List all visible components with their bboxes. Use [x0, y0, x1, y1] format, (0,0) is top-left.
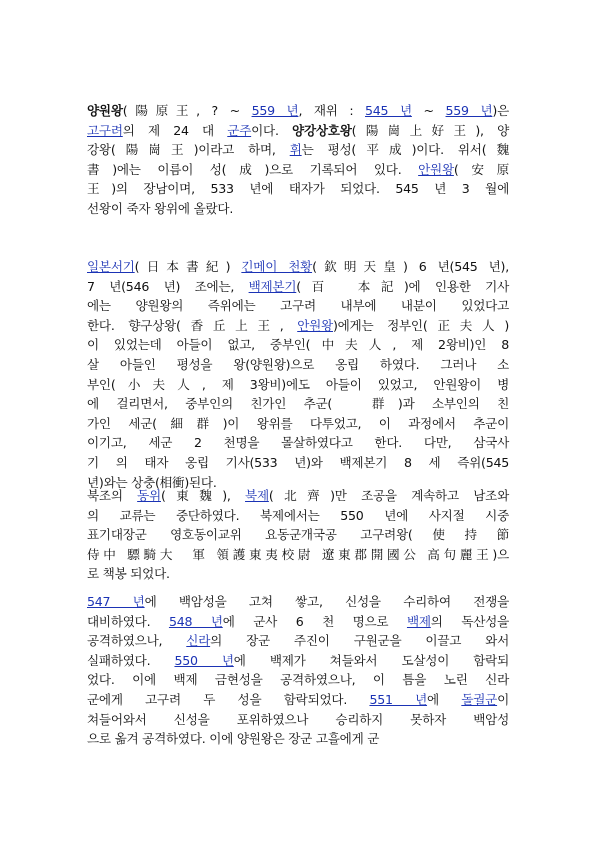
text-line [87, 316, 509, 336]
text-line [87, 257, 509, 277]
wiki-link[interactable]: 백제본기 [248, 278, 297, 294]
text-run: 는 평성(平成)이다. 위서(魏 [301, 142, 509, 158]
text-run: 의 장군 주진이 구원군을 이끌고 와서 [210, 633, 510, 649]
text-run: (陽崗上好王), 양 [351, 122, 509, 138]
text-line [87, 414, 509, 434]
text-line [87, 670, 509, 690]
text-line [87, 394, 509, 414]
text-run: 이다. [251, 122, 293, 138]
text-run: 실패하였다. [87, 652, 175, 668]
text-run: 선왕이 죽자 왕위에 올랐다. [87, 200, 234, 216]
text-line [87, 355, 509, 375]
text-run: 로 책봉 되었다. [87, 566, 170, 582]
text-line [87, 335, 509, 355]
text-run: (陽原王, ? ~ [122, 103, 252, 118]
text-line [87, 612, 509, 632]
text-run: 의 교류는 중단하였다. 북제에서는 550 년에 사지절 시중 [87, 507, 509, 523]
text-line [87, 592, 509, 612]
text-run: 한다. 향구상왕(香丘上王, [87, 317, 298, 333]
text-line [87, 199, 509, 219]
text-run: ~ [411, 103, 446, 118]
text-run: (安原 [453, 161, 510, 177]
text-run: (欽明天皇) 6 년(545 년), [312, 259, 509, 274]
wiki-link[interactable]: 547 년 [87, 594, 145, 609]
wiki-link[interactable]: 고구려 [87, 122, 123, 138]
text-run: 부인(小夫人, 제 3왕비)에도 아들이 있었고, 안원왕이 병 [87, 376, 509, 392]
text-line [87, 506, 509, 526]
wiki-link[interactable]: 긴메이 천황 [241, 259, 313, 274]
text-run: 살 아들인 평성을 왕(양원왕)으로 옹립 하였다. 그러나 소 [87, 356, 509, 372]
text-run: )에게는 정부인(正夫人) [332, 317, 509, 333]
text-line [87, 453, 509, 473]
text-run: 侍中 驃騎大 軍 領護東夷校尉 遼東郡開國公 高句麗王)으 [87, 546, 509, 562]
text-line [87, 631, 509, 651]
text-run: 쳐들어와서 신성을 포위하였으나 승리하지 못하자 백암성 [87, 711, 509, 727]
wiki-link[interactable]: 안원왕 [418, 161, 454, 177]
text-line [87, 651, 509, 671]
wiki-link[interactable]: 백제 [406, 613, 431, 629]
wiki-link[interactable]: 559 년 [445, 103, 493, 118]
text-run: (東魏), [160, 488, 246, 503]
wiki-link[interactable]: 545 년 [365, 103, 412, 118]
wiki-link[interactable]: 559 년 [251, 103, 299, 118]
text-run: 기 의 태자 옹립 기사(533 년)와 백제본기 8 세 즉위(545 [87, 454, 509, 470]
text-run: 이 [497, 691, 509, 707]
text-line [87, 690, 509, 710]
text-line [87, 525, 509, 545]
text-run: 었다. 이에 백제 금현성을 공격하였으나, 이 틈을 노린 신라 [87, 672, 509, 688]
text-run: 강왕(陽崗王)이라고 하며, [87, 142, 290, 158]
bold-term: 양강상호왕 [292, 122, 352, 138]
text-run: 의 독산성을 [430, 613, 509, 629]
wiki-link[interactable]: 일본서기 [87, 259, 135, 274]
text-run: (日本書紀) [134, 259, 242, 274]
text-run: 에 백제가 쳐들와서 도살성이 함락되 [233, 652, 509, 668]
text-run: 의 제 24 대 [122, 122, 228, 138]
text-line [87, 564, 509, 584]
text-run: 에 [427, 691, 462, 707]
text-line [87, 433, 509, 453]
text-run: 가인 세군(細群)이 왕위를 다투었고, 이 과정에서 추군이 [87, 415, 509, 431]
wiki-link[interactable]: 548 년 [168, 613, 223, 629]
paragraph-northern-dynasties [87, 486, 509, 584]
text-line [87, 375, 509, 395]
text-run: 이기고, 세군 2 천명을 몰살하였다고 한다. 다만, 삼국사 [87, 435, 509, 451]
text-line [87, 140, 509, 160]
text-run: 년)와는 상충(相衝)된다. [87, 474, 217, 490]
text-run: 표기대장군 영호동이교위 요동군개국공 고구려왕(使持節 [87, 527, 509, 543]
text-line [87, 729, 509, 749]
wiki-link[interactable]: 551 년 [369, 691, 428, 707]
text-run: 에 군사 6 천 명으로 [222, 613, 407, 629]
bold-term: 양원왕 [87, 103, 123, 118]
wiki-link[interactable]: 동위 [137, 488, 161, 503]
text-line [87, 121, 509, 141]
text-line [87, 179, 509, 199]
text-line [87, 486, 509, 506]
text-run: )은 [492, 103, 509, 118]
wiki-link[interactable]: 군주 [227, 122, 252, 138]
text-run: , 재위 : [298, 103, 366, 118]
text-line [87, 277, 509, 297]
text-run: 으로 옮겨 공격하였다. 이에 양원왕은 장군 고흘에게 군 [87, 731, 380, 747]
text-run: 7 년(546 년) 조에는, [87, 278, 249, 294]
text-line [87, 160, 509, 180]
text-line [87, 296, 509, 316]
text-line [87, 545, 509, 565]
text-run: 대비하였다. [87, 613, 169, 629]
wiki-link[interactable]: 신라 [186, 633, 211, 649]
wiki-link[interactable]: 북제 [245, 488, 269, 503]
text-run: 이 있었는데 아들이 없고, 중부인(中夫人, 제 2왕비)인 8 [87, 337, 509, 353]
wiki-link[interactable]: 휘 [289, 142, 302, 158]
text-line [87, 710, 509, 730]
text-run: 書)에는 이름이 성(成)으로 기록되어 있다. [87, 161, 419, 177]
text-run: 공격하였으나, [87, 633, 187, 649]
text-run: 에 걸리면서, 중부인의 친가인 추군( 群)과 소부인의 친 [87, 396, 509, 412]
text-run: 에 백암성을 고쳐 쌓고, 신성을 수리하여 전쟁을 [144, 594, 509, 609]
paragraph-intro [87, 101, 509, 219]
text-run: (百 本記)에 인용한 기사 [296, 278, 509, 294]
paragraph-wars [87, 592, 509, 749]
text-run: 에는 양원왕의 즉위에는 고구려 내부에 내분이 있었다고 [87, 298, 509, 314]
text-run: 王)의 장남이며, 533 년에 태자가 되었다. 545 년 3 월에 [87, 181, 509, 197]
text-run: 북조의 [87, 488, 138, 503]
wiki-link[interactable]: 안원왕 [297, 317, 333, 333]
wiki-link[interactable]: 돌궐군 [461, 691, 498, 707]
text-line [87, 101, 509, 121]
text-run: (北齊)만 조공을 계속하고 남조와 [268, 488, 509, 503]
paragraph-nihon-shoki [87, 257, 509, 492]
text-run: 군에게 고구려 두 성을 함락되었다. [87, 691, 370, 707]
wiki-link[interactable]: 550 년 [174, 652, 234, 668]
